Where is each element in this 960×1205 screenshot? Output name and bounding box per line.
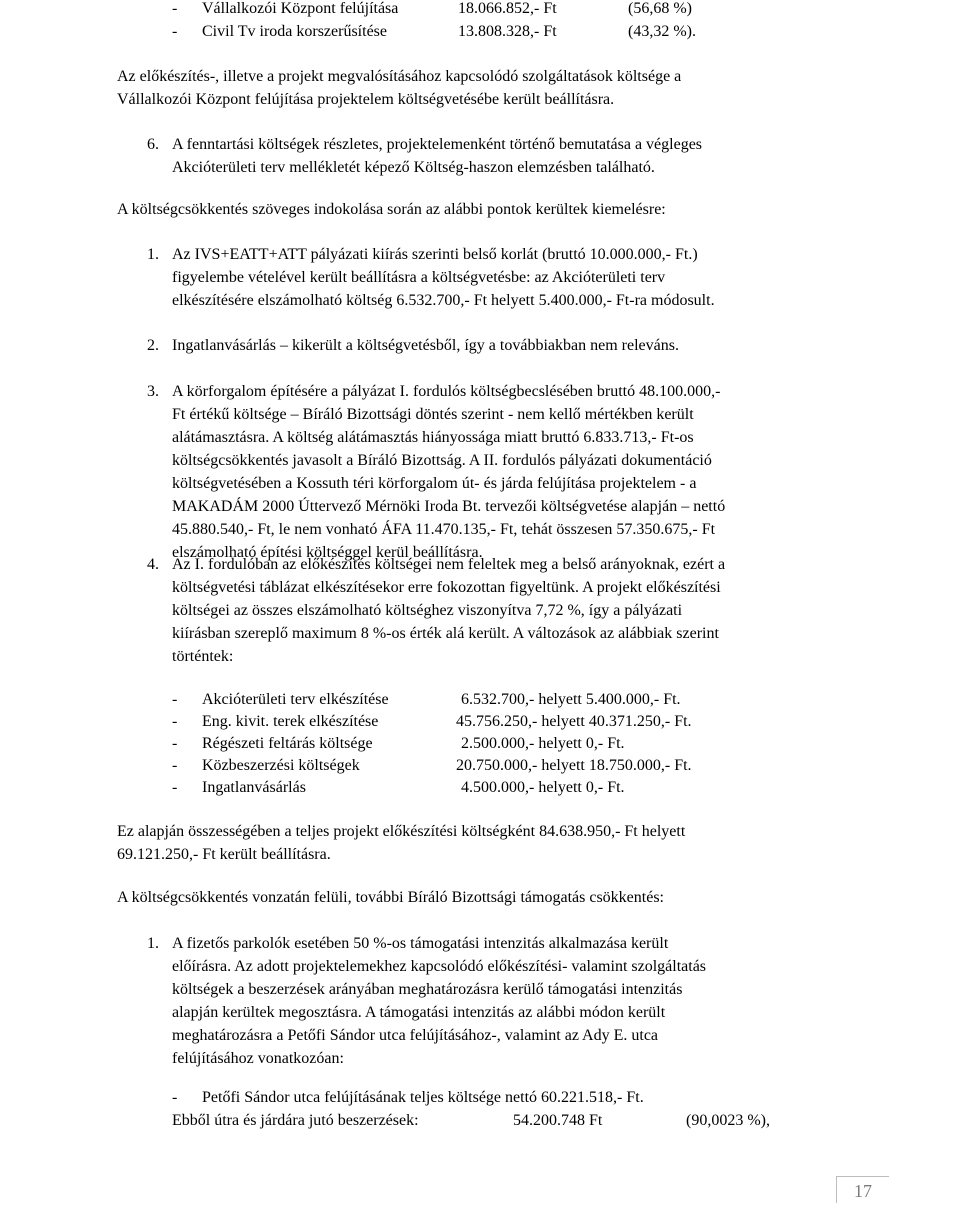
page-number: 17 [836, 1176, 889, 1203]
paragraph-line: MAKADÁM 2000 Úttervező Mérnöki Iroda Bt. tervezői költségvetése alapján – nettó [172, 498, 726, 515]
change-value: 2.500.000,- helyett 0,- Ft. [461, 735, 625, 752]
paragraph-line: elkészítésére elszámolható költség 6.532.700,- Ft helyett 5.400.000,- Ft-ra módosult. [172, 292, 715, 309]
point-3-paragraph [172, 380, 843, 564]
change-label: Eng. kivit. terek elkészítése [202, 713, 379, 730]
paragraph-line: Az I. fordulóban az előkészítés költségei nem feleltek meg a belső arányoknak, ezért a [172, 556, 726, 573]
paragraph-line: 69.121.250,- Ft került beállításra. [117, 846, 331, 863]
paragraph-line: költségei az összes elszámolható költséghez viszonyítva 7,72 %, így a pályázati [172, 602, 683, 619]
total-paragraph [117, 820, 843, 866]
change-value: 6.532.700,- helyett 5.400.000,- Ft. [461, 691, 681, 708]
list-dash: - [172, 691, 178, 708]
change-label: Akcióterületi terv elkészítése [202, 691, 389, 708]
intro-paragraph [117, 65, 843, 111]
paragraph-line: Ft értékű költsége – Bíráló Bizottsági döntés szerint - nem kellő mértékben került [172, 406, 694, 423]
paragraph-line: meghatározásra a Petőfi Sándor utca felújításához-, valamint az Ady E. utca [172, 1027, 659, 1044]
paragraph-line: költségvetési táblázat elkészítésekor erre fokozottan figyeltünk. A projekt előkészítési [172, 579, 721, 596]
ebbol-amount: 54.200.748 Ft [513, 1112, 603, 1129]
point-number: 1. [147, 935, 159, 952]
list-dash: - [172, 23, 178, 40]
paragraph-line: alapján kerültek megosztásra. A támogatási intenzitás az alábbi módon került [172, 1004, 666, 1021]
support-point-paragraph [172, 932, 843, 1070]
paragraph-line: A fenntartási költségek részletes, projektelemenként történő bemutatása a végleges [172, 136, 703, 153]
paragraph-line: Az előkészítés-, illetve a projekt megvalósításához kapcsolódó szolgáltatások költsége a [117, 68, 682, 85]
point-number: 2. [147, 337, 159, 354]
point-number: 3. [147, 383, 159, 400]
point-number: 1. [147, 246, 159, 263]
paragraph-line: előírásra. Az adott projektelemekhez kapcsolódó előkészítési- valamint szolgáltatás [172, 958, 707, 975]
paragraph-line: Az IVS+EATT+ATT pályázati kiírás szerinti belső korlát (bruttó 10.000.000,- Ft.) [172, 246, 698, 263]
item-number: 6. [147, 136, 159, 153]
list-dash: - [172, 757, 178, 774]
ebbol-label: Ebből útra és járdára jutó beszerzések: [172, 1112, 419, 1129]
paragraph-line: történtek: [172, 648, 234, 665]
paragraph-line: elszámolható építési költséggel kerül beállításra. [172, 544, 483, 561]
paragraph-line: figyelembe vételével került beállításra a költségvetésbe: az Akcióterületi terv [172, 269, 666, 286]
paragraph-line: Akcióterületi terv mellékletét képező Költség-haszon elemzésben található. [172, 159, 655, 176]
change-label: Régészeti feltárás költsége [202, 735, 373, 752]
change-value: 4.500.000,- helyett 0,- Ft. [461, 779, 625, 796]
paragraph-line: költségek a beszerzések arányában meghatározásra kerülő támogatási intenzitás [172, 981, 683, 998]
change-value: 20.750.000,- helyett 18.750.000,- Ft. [456, 757, 692, 774]
list-dash: - [172, 779, 178, 796]
paragraph-line: felújításához vonatkozóan: [172, 1050, 344, 1067]
list-amount: 18.066.852,- Ft [458, 0, 557, 17]
point-1-paragraph [172, 243, 843, 312]
change-label: Közbeszerzési költségek [202, 757, 360, 774]
change-label: Ingatlanvásárlás [202, 779, 306, 796]
paragraph-line: kiírásban szereplő maximum 8 %-os érték alá került. A változások az alábbiak szerint [172, 625, 719, 642]
paragraph-line: A körforgalom építésére a pályázat I. fordulós költségbecslésében bruttó 48.100.000,- [172, 383, 721, 400]
paragraph-line: költségcsökkentés javasolt a Bíráló Bizottság. A II. fordulós pályázati dokumentáció [172, 452, 712, 469]
list-dash: - [172, 735, 178, 752]
paragraph-line: költségvetésében a Kossuth téri körforgalom út- és járda felújítása projektelem - a [172, 475, 697, 492]
reduction-heading: A költségcsökkentés szöveges indokolása során az alábbi pontok kerültek kiemelésre: [117, 201, 666, 218]
list-dash: - [172, 713, 178, 730]
support-heading: A költségcsökkentés vonzatán felüli, további Bíráló Bizottsági támogatás csökkentés: [117, 889, 664, 906]
list-percent: (43,32 %). [628, 23, 696, 40]
list-dash: - [172, 0, 178, 17]
paragraph-line: Ez alapján összességében a teljes projekt előkészítési költségként 84.638.950,- Ft helyett [117, 823, 686, 840]
list-percent: (56,68 %) [628, 0, 692, 17]
list-amount: 13.808.328,- Ft [458, 23, 557, 40]
ebbol-percent: (90,0023 %), [686, 1112, 770, 1129]
item-6-paragraph [172, 133, 843, 179]
list-dash: - [172, 1089, 178, 1106]
list-label: Vállalkozói Központ felújítása [202, 0, 399, 17]
paragraph-line: A fizetős parkolók esetében 50 %-os támogatási intenzitás alkalmazása került [172, 935, 669, 952]
paragraph-line: 45.880.540,- Ft, le nem vonható ÁFA 11.470.135,- Ft, tehát összesen 57.350.675,- Ft [172, 521, 716, 538]
paragraph-line: Vállalkozói Központ felújítása projektelem költségvetésébe került beállításra. [117, 91, 615, 108]
list-label: Civil Tv iroda korszerűsítése [202, 23, 387, 40]
petofi-cost-line: Petőfi Sándor utca felújításának teljes költsége nettó 60.221.518,- Ft. [202, 1089, 644, 1106]
point-number: 4. [147, 556, 159, 573]
point-2-paragraph: Ingatlanvásárlás – kikerült a költségvetésből, így a továbbiakban nem releváns. [172, 337, 679, 354]
change-value: 45.756.250,- helyett 40.371.250,- Ft. [456, 713, 692, 730]
paragraph-line: alátámasztásra. A költség alátámasztás hiányossága miatt bruttó 6.833.713,- Ft-os [172, 429, 694, 446]
point-4-paragraph [172, 553, 843, 668]
